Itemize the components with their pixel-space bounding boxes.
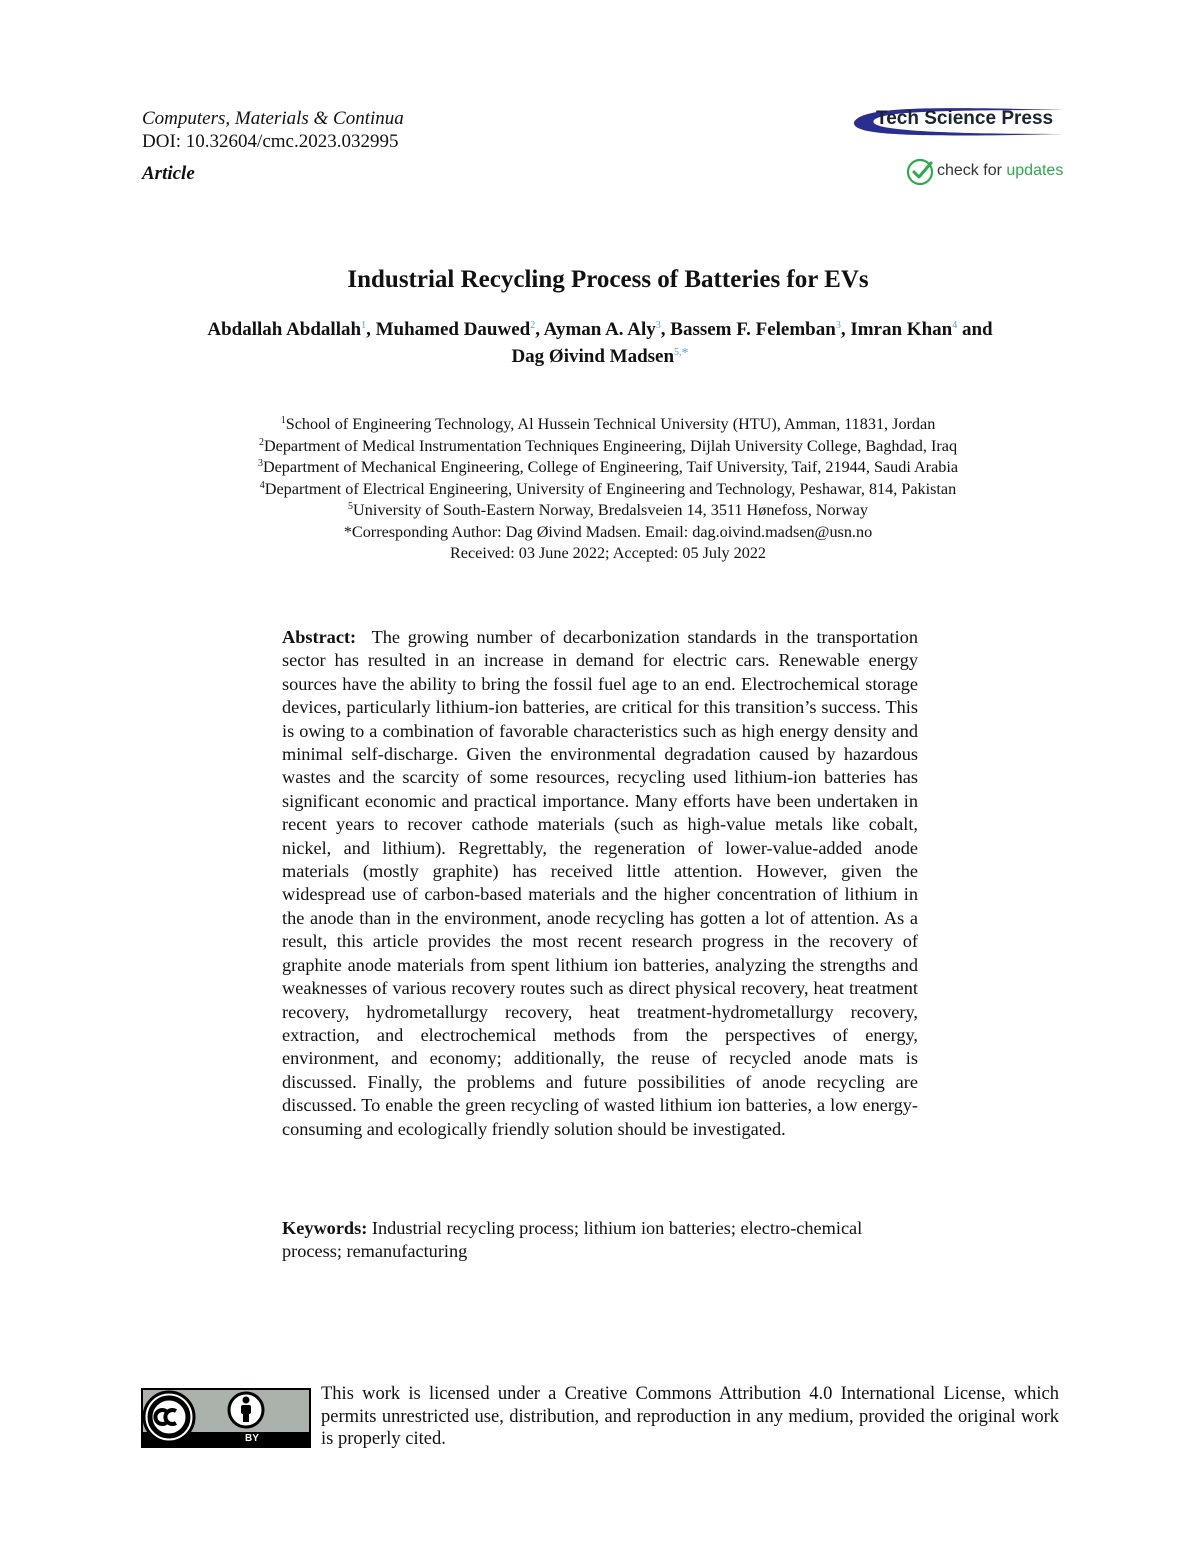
affiliation-line [0, 414, 1200, 436]
affiliation-line [0, 436, 1200, 458]
affiliation-number: 1 [280, 415, 286, 426]
affiliation-text: Department of Electrical Engineering, University of Engineering and Technology, Peshawar, 814, Pakistan [264, 479, 957, 498]
keywords-text: Industrial recycling process; lithium ion batteries; electro-chemical process; remanufacturing [282, 1218, 863, 1262]
cc-icon [144, 1392, 194, 1442]
affiliation-line [0, 457, 1200, 479]
author-name: Dag Øivind Madsen [511, 346, 675, 367]
affiliation-link[interactable]: 4 [952, 320, 958, 331]
license-statement: This work is licensed under a Creative Commons Attribution 4.0 International License, which permits unrestricted use, distribution, and reproduction in any medium, provided the original work is properly cited. [321, 1384, 1059, 1449]
corresponding-author-link[interactable]: * [681, 346, 689, 361]
affiliation-link[interactable]: 3 [655, 320, 661, 331]
abstract-text: The growing number of decarbonization standards in the transportation sector has resulted in an increase in demand for electric cars. Renewable energy sources have the ability to bring the fossil fuel age to an end. Electrochemical storage devices, particularly lithium-ion batteries, are critical for this transition’s success. This is owing to a combination of favorable characteristics such as high energy density and minimal self-discharge. Given the environmental degradation caused by hazardous wastes and the scarcity of some resources, recycling used lithium-ion batteries has significant economic and practical importance. Many efforts have been undertaken in recent years to recover cathode materials (such as high-value metals like cobalt, nickel, and lithium). Regrettably, the regeneration of lower-value-added anode materials (mostly graphite) has received little attention. However, given the widespread use of carbon-based materials and the higher concentration of lithium in the anode than in the environment, anode recycling has gotten a lot of attention. As a result, this article provides the most recent research progress in the recovery of graphite anode materials from spent lithium ion batteries, analyzing the strengths and weaknesses of various recovery routes such as direct physical recovery, heat treatment recovery, hydrometallurgy recovery, heat treatment-hydrometallurgy recovery, extraction, and electrochemical methods from the perspectives of energy, environment, and economy; additionally, the reuse of recycled anode mats is discussed. Finally, the problems and future possibilities of anode recycling are discussed. To enable the green recycling of wasted lithium ion batteries, a low energy-consuming and ecologically friendly solution should be investigated. [282, 627, 918, 1139]
author-name: Ayman A. Aly [543, 319, 656, 340]
affiliation-link[interactable]: 1 [361, 320, 367, 331]
affiliation-line [0, 500, 1200, 522]
affiliation-number: 3 [257, 458, 263, 469]
attribution-person-icon [229, 1393, 263, 1427]
author-name: Abdallah Abdallah [207, 319, 362, 340]
affiliation-text: Department of Medical Instrumentation Techniques Engineering, Dijlah University College, Baghdad, Iraq [263, 436, 958, 455]
received-accepted-dates: Received: 03 June 2022; Accepted: 05 July 2022 [449, 544, 767, 562]
cc-by-label: BY [245, 1433, 259, 1444]
cc-by-badge-graphic [141, 1388, 311, 1448]
affiliation-link[interactable]: 2 [530, 320, 536, 331]
affiliation-number: 4 [259, 479, 265, 491]
cc-by-license-badge[interactable] [141, 1388, 311, 1448]
author-name: Muhamed Dauwed [375, 319, 531, 340]
affiliation-link[interactable]: 5, [674, 347, 682, 358]
author-separator: , [366, 319, 376, 340]
check-circle-icon [906, 158, 934, 186]
author-name: Imran Khan [850, 319, 953, 340]
journal-name: Computers, Materials & Continua [142, 108, 404, 129]
author-separator: , [660, 319, 671, 340]
author-separator: , [535, 319, 544, 340]
doi: DOI: 10.32604/cmc.2023.032995 [142, 131, 399, 152]
abstract [282, 626, 918, 1141]
keywords-label: Keywords: [282, 1218, 368, 1238]
keywords [282, 1217, 918, 1264]
abstract-label: Abstract: [282, 627, 357, 647]
corresponding-author: *Corresponding Author: Dag Øivind Madsen. Email: dag.oivind.madsen@usn.no [343, 522, 873, 541]
publisher-logo[interactable] [852, 104, 1068, 138]
affiliation-text: University of South-Eastern Norway, Bredalsveien 14, 3511 Hønefoss, Norway [353, 501, 868, 519]
affiliation-line [0, 479, 1200, 501]
author-separator: , [840, 319, 851, 340]
author-separator: and [957, 319, 993, 340]
author-name: Bassem F. Felemban [670, 319, 836, 340]
affiliations [0, 414, 1200, 565]
author-list [100, 316, 1100, 370]
affiliation-text: Department of Mechanical Engineering, College of Engineering, Taif University, Taif, 21944, Saudi Arabia [262, 458, 959, 476]
affiliation-number: 5 [348, 501, 354, 512]
paper-title: Industrial Recycling Process of Batteries for EVs [347, 266, 869, 293]
affiliation-number: 2 [258, 436, 264, 448]
check-for-updates-button[interactable] [906, 157, 1076, 187]
article-type: Article [142, 163, 195, 184]
affiliation-link[interactable]: 3 [835, 320, 841, 331]
publisher-name: Tech Science Press [876, 108, 1054, 129]
updates-prefix: check for [937, 162, 1002, 179]
updates-word: updates [1006, 162, 1064, 179]
affiliation-text: School of Engineering Technology, Al Hussein Technical University (HTU), Amman, 11831, Jordan [285, 415, 936, 433]
